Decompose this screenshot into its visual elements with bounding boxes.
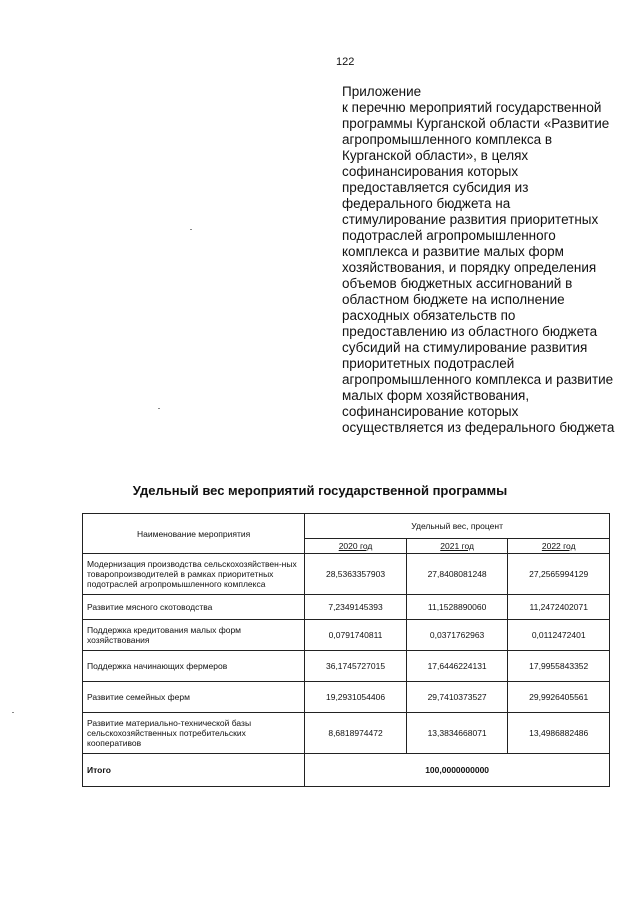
value-2021: 13,3834668071	[406, 713, 508, 754]
value-2020: 0,0791740811	[305, 620, 407, 651]
row-name: Модернизация производства сельскохозяйствен-ных товаропроизводителей в рамках приоритетных подотраслей агропромышленного комплекса	[83, 554, 305, 595]
value-2022: 13,4986882486	[508, 713, 610, 754]
row-name: Развитие семейных ферм	[83, 682, 305, 713]
header-measure-name: Наименование мероприятия	[83, 514, 305, 554]
value-2020: 36,1745727015	[305, 651, 407, 682]
scan-speck	[190, 229, 192, 230]
total-label: Итого	[83, 754, 305, 787]
table-row	[83, 620, 610, 651]
table-row	[83, 595, 610, 620]
value-2022: 0,0112472401	[508, 620, 610, 651]
value-2020: 7,2349145393	[305, 595, 407, 620]
header-year-2022: 2022 год	[508, 539, 610, 554]
row-name: Развитие материально-технической базы сельскохозяйственных потребительских кооперативов	[83, 713, 305, 754]
value-2021: 27,8408081248	[406, 554, 508, 595]
document-title: Удельный вес мероприятий государственной программы	[132, 483, 508, 498]
appendix-caption	[342, 84, 617, 436]
header-share-percent: Удельный вес, процент	[305, 514, 610, 539]
header-year-2021: 2021 год	[406, 539, 508, 554]
value-2022: 17,9955843352	[508, 651, 610, 682]
scan-speck	[158, 408, 160, 409]
total-value: 100,0000000000	[305, 754, 610, 787]
value-2020: 28,5363357903	[305, 554, 407, 595]
table-row	[83, 651, 610, 682]
value-2021: 0,0371762963	[406, 620, 508, 651]
table-row	[83, 682, 610, 713]
total-row	[83, 754, 610, 787]
value-2020: 19,2931054406	[305, 682, 407, 713]
row-name: Поддержка начинающих фермеров	[83, 651, 305, 682]
measures-table	[82, 513, 610, 787]
table-row	[83, 713, 610, 754]
appendix-text: к перечню мероприятий государственной программы Курганской области «Развитие агропромышленного комплекса в Курганской области», в целях софинансирования которых предоставляется субсидия из федерального бюджета на стимулирование развития приоритетных подотраслей агропромышленного комплекса и развитие малых форм хозяйствования, и порядку определения объемов бюджетных ассигнований в областном бюджете на исполнение расходных обязательств по предоставлению из областного бюджета субсидий на стимулирование развития приоритетных подотраслей агропромышленного комплекса и развитие малых форм хозяйствования, софинансирование которых осуществляется из федерального бюджета	[342, 100, 615, 435]
page-number: 122	[336, 56, 355, 68]
value-2022: 11,2472402071	[508, 595, 610, 620]
scan-speck	[12, 712, 14, 713]
appendix-heading: Приложение	[342, 84, 422, 99]
value-2021: 11,1528890060	[406, 595, 508, 620]
value-2022: 29,9926405561	[508, 682, 610, 713]
value-2021: 29,7410373527	[406, 682, 508, 713]
row-name: Развитие мясного скотоводства	[83, 595, 305, 620]
value-2021: 17,6446224131	[406, 651, 508, 682]
header-year-2020: 2020 год	[305, 539, 407, 554]
table-row	[83, 554, 610, 595]
row-name: Поддержка кредитования малых форм хозяйствования	[83, 620, 305, 651]
value-2022: 27,2565994129	[508, 554, 610, 595]
value-2020: 8,6818974472	[305, 713, 407, 754]
